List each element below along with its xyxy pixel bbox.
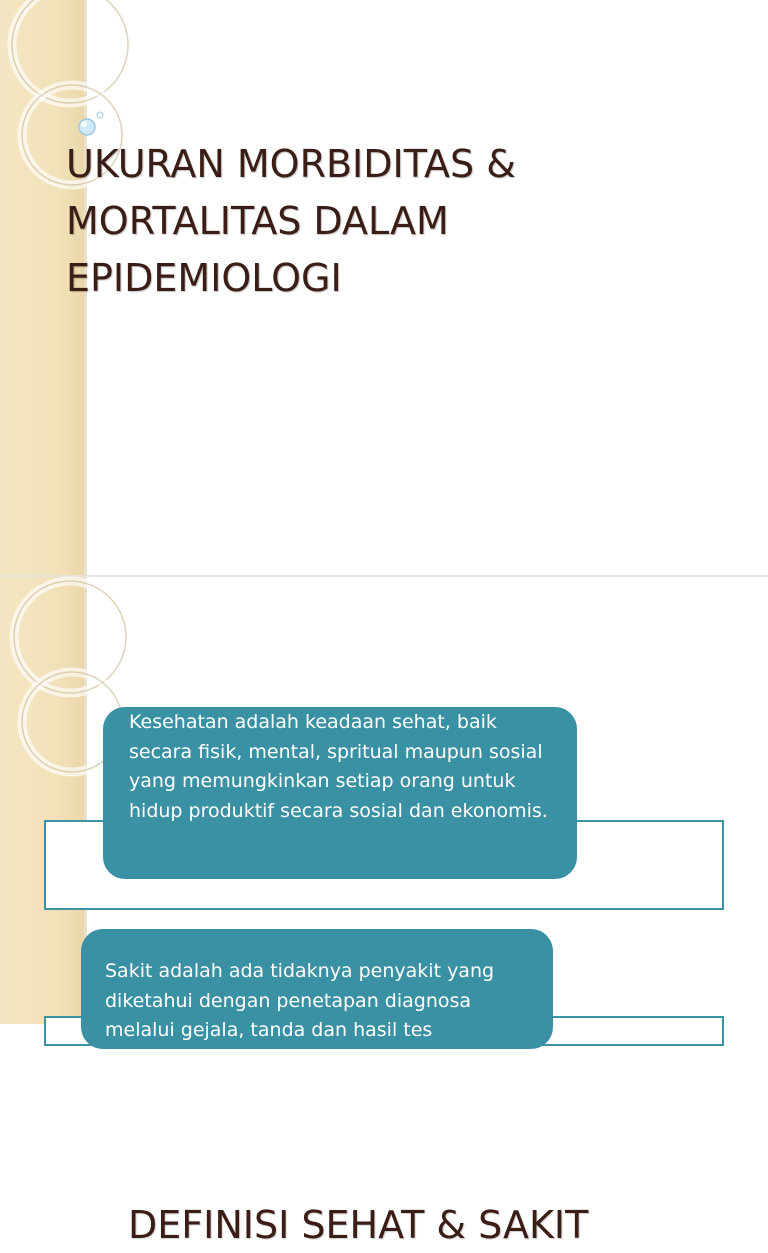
definition-box-sakit [81,929,553,1049]
definition-text-sakit: Sakit adalah ada tidaknya penyakit yang diketahui dengan penetapan diagnosa melalui gejala, tanda dan hasil tes [105,960,495,1041]
definition-box-sehat [103,707,577,879]
slide-2 [0,577,768,1247]
slide-title: DEFINISI SEHAT & SAKIT [128,1203,589,1247]
decorative-rings [0,577,120,777]
slide-1 [0,0,768,575]
definition-text-sehat: Kesehatan adalah keadaan sehat, baik secara fisik, mental, spritual maupun sosial yang memungkinkan setiap orang untuk hidup produktif secara sosial dan ekonomis. [129,711,548,822]
slide-title: UKURAN MORBIDITAS & MORTALITAS DALAM EPIDEMIOLOGI [66,142,516,300]
